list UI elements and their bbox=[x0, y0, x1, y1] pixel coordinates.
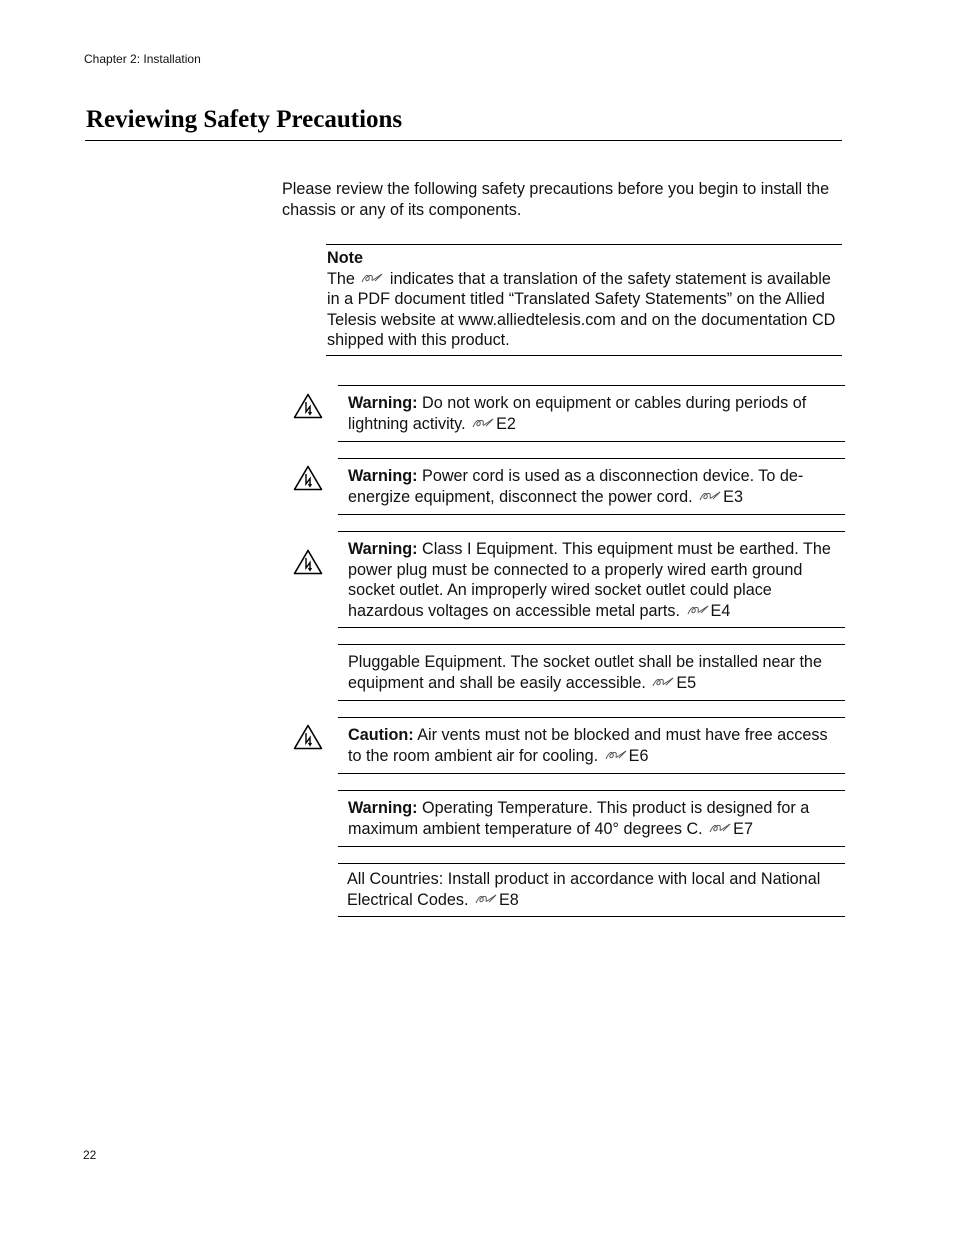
translation-icon bbox=[361, 269, 383, 290]
caution-statement-e6 bbox=[338, 717, 845, 774]
statement-text: Do not work on equipment or cables during periods of lightning activity. bbox=[348, 394, 807, 433]
translation-icon bbox=[605, 746, 627, 767]
statement-label: Warning: bbox=[348, 799, 418, 817]
intro-paragraph: Please review the following safety precautions before you begin to install the chassis or any of its components. bbox=[282, 180, 830, 219]
warning-statement-e4 bbox=[338, 531, 845, 628]
note-text-start: The bbox=[327, 269, 355, 288]
statement-text: Power cord is used as a disconnection device. To de-energize equipment, disconnect the power cord. bbox=[348, 467, 804, 506]
translation-icon bbox=[475, 890, 497, 911]
translation-icon bbox=[652, 673, 674, 694]
statement-label: Warning: bbox=[348, 467, 418, 485]
translation-icon bbox=[699, 487, 721, 508]
statement-code: E3 bbox=[723, 487, 743, 506]
title-rule bbox=[85, 140, 842, 141]
note-box bbox=[326, 244, 842, 356]
note-heading: Note bbox=[327, 249, 363, 267]
page-title: Reviewing Safety Precautions bbox=[86, 106, 403, 133]
hazard-icon bbox=[293, 724, 323, 750]
statement-text: Pluggable Equipment. The socket outlet shall be installed near the equipment and shall be easily accessible. bbox=[348, 653, 822, 692]
running-head: Chapter 2: Installation bbox=[84, 52, 201, 66]
warning-statement-e7 bbox=[338, 790, 845, 847]
statement-text: Air vents must not be blocked and must have free access to the room ambient air for cooling. bbox=[348, 726, 828, 765]
statement-text: All Countries: Install product in accordance with local and National Electrical Codes. bbox=[347, 870, 821, 909]
statement-code: E6 bbox=[628, 746, 649, 765]
hazard-icon bbox=[293, 465, 323, 491]
statement-code: E5 bbox=[676, 673, 697, 692]
hazard-icon bbox=[293, 549, 323, 575]
note-text-end: indicates that a translation of the safety statement is available in a PDF document titled “Translated Safety Statements” on the Allied Telesis website at www.alliedtelesis.com and on the documentation CD shipped with this product. bbox=[327, 269, 836, 350]
statement-e8 bbox=[338, 863, 845, 917]
statement-label: Warning: bbox=[348, 540, 418, 558]
statement-e5 bbox=[338, 644, 845, 701]
statement-text: Operating Temperature. This product is designed for a maximum ambient temperature of 40° degrees C. bbox=[348, 799, 810, 838]
translation-icon bbox=[472, 414, 494, 435]
warning-statement-e3 bbox=[338, 458, 845, 515]
statement-code: E4 bbox=[710, 601, 731, 620]
statement-code: E8 bbox=[498, 890, 519, 909]
page-number: 22 bbox=[83, 1148, 97, 1162]
translation-icon bbox=[709, 819, 731, 840]
statement-text: Class I Equipment. This equipment must be earthed. The power plug must be connected to a properly wired earth ground socket outlet. An improperly wired socket outlet could place hazardous voltages on accessible metal parts. bbox=[348, 540, 831, 620]
statement-code: E2 bbox=[496, 414, 516, 433]
statement-label: Warning: bbox=[348, 394, 418, 412]
statement-label: Caution: bbox=[348, 726, 414, 744]
statement-code: E7 bbox=[733, 819, 753, 838]
translation-icon bbox=[687, 601, 709, 622]
warning-statement-e2 bbox=[338, 385, 845, 442]
hazard-icon bbox=[293, 393, 323, 419]
